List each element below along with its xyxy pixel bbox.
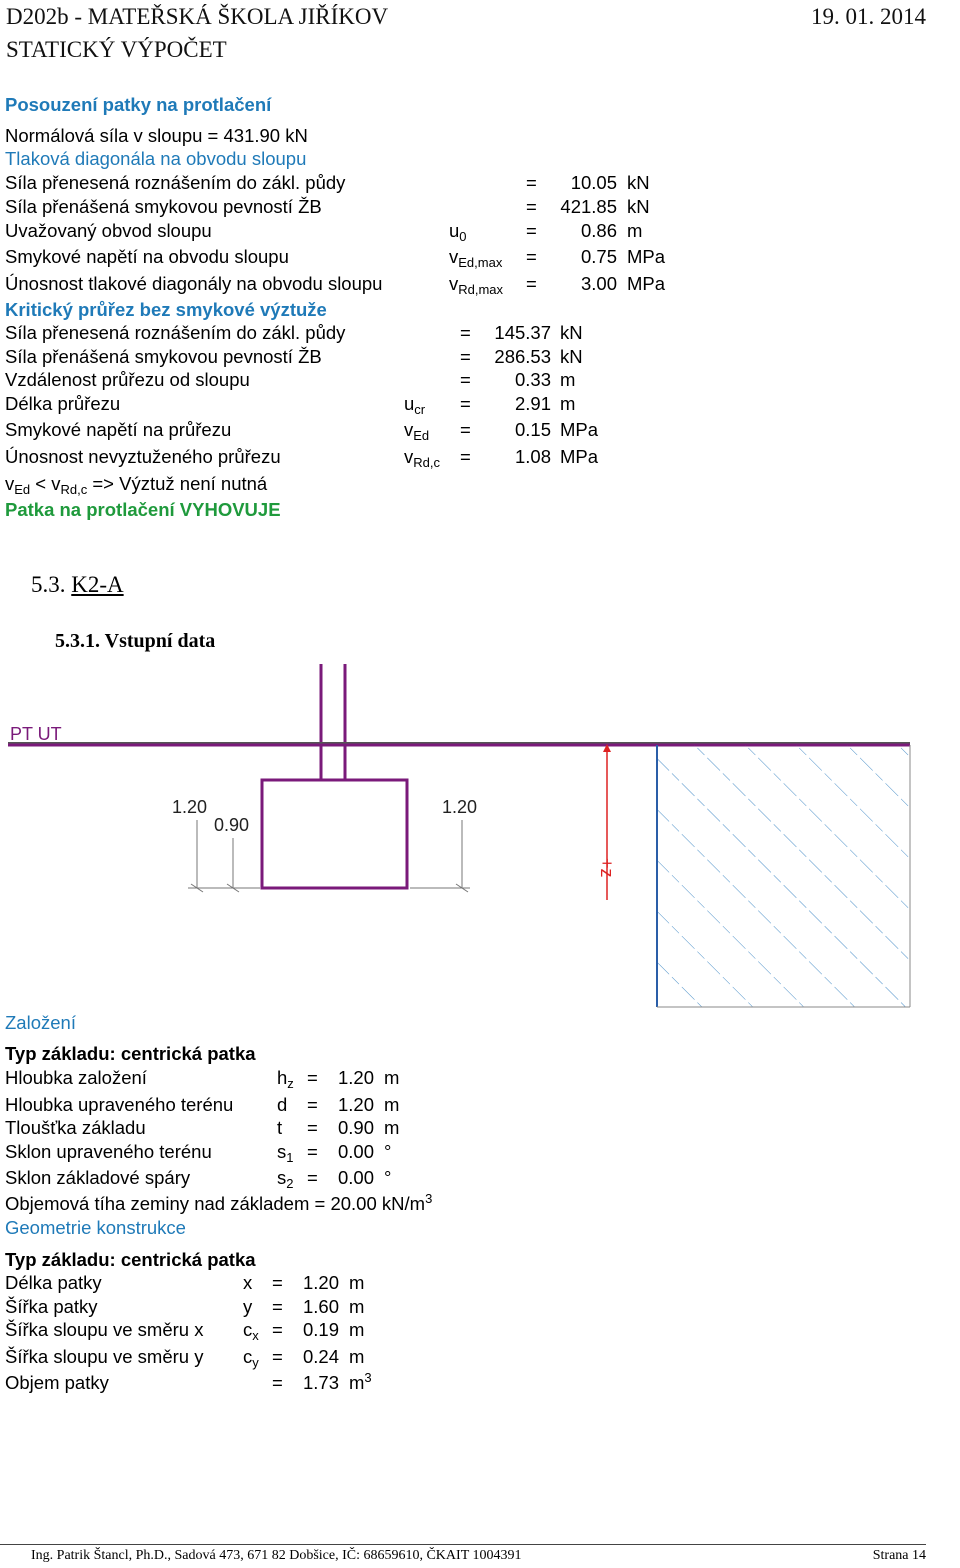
soil-hatch <box>657 745 910 1007</box>
row-symbol: $c_x$ <box>243 1319 259 1343</box>
normal-force-line: Normálová síla v sloupu = 431.90 kN <box>5 125 308 146</box>
row-equals: = <box>272 1272 283 1293</box>
row-equals: = <box>526 220 537 241</box>
row-label: Síla přenášená smykovou pevností ŽB <box>5 346 322 367</box>
row-unit: MPa <box>560 446 599 467</box>
row-unit: kN <box>560 346 583 367</box>
row-label: Hloubka upraveného terénu <box>5 1094 234 1115</box>
row-label: Síla přenesená roznášením do zákl. půdy <box>5 322 346 343</box>
row-equals: = <box>460 369 471 390</box>
row-unit: m <box>349 1296 365 1317</box>
row-unit: m <box>384 1067 400 1088</box>
document-subtitle: STATICKÝ VÝPOČET <box>6 37 227 62</box>
unit-weight-line: Objemová tíha zeminy nad základem = 20.00 $kN/m^3$ <box>5 1191 433 1214</box>
row-value: 0.00 <box>337 1167 374 1188</box>
row-equals: = <box>460 446 471 467</box>
row-unit: $m^3$ <box>349 1370 372 1393</box>
row-symbol: $s_2$ <box>277 1167 294 1191</box>
row-symbol: $u_0$ <box>449 220 467 244</box>
row-unit: ° <box>384 1167 392 1188</box>
terrain-label: PT UT <box>10 724 62 744</box>
row-label: Sklon upraveného terénu <box>5 1141 212 1162</box>
row-value: 0.75 <box>580 246 617 267</box>
row-value: 1.60 <box>302 1296 339 1317</box>
row-value: 2.91 <box>514 393 551 414</box>
row-equals: = <box>272 1319 283 1340</box>
row-equals: = <box>526 196 537 217</box>
row-symbol: y <box>243 1296 253 1317</box>
row-value: 1.73 <box>302 1372 339 1393</box>
row-label: Šířka patky <box>5 1296 98 1317</box>
footer-rule <box>0 1544 926 1545</box>
z-axis-label: +z <box>597 858 617 878</box>
row-equals: = <box>307 1094 318 1115</box>
row-value: 145.37 <box>494 322 551 343</box>
row-label: Tloušťka základu <box>5 1117 146 1138</box>
footing-outline <box>262 780 407 888</box>
dim-right: 1.20 <box>442 797 478 817</box>
row-label: Smykové napětí na průřezu <box>5 419 232 440</box>
row-label: Únosnost nevyztuženého průřezu <box>5 446 281 467</box>
row-symbol: $s_1$ <box>277 1141 294 1165</box>
row-unit: ° <box>384 1141 392 1162</box>
row-symbol: $v_{Ed}$ <box>404 419 430 443</box>
row-equals: = <box>307 1117 318 1138</box>
footer-author: Ing. Patrik Štancl, Ph.D., Sadová 473, 671 82 Dobšice, IČ: 68659610, ČKAIT 1004391 <box>31 1548 522 1563</box>
row-label: Sklon základové spáry <box>5 1167 191 1188</box>
row-value: 0.15 <box>514 419 551 440</box>
row-value: 0.90 <box>337 1117 374 1138</box>
row-value: 3.00 <box>580 273 617 294</box>
row-unit: m <box>384 1094 400 1115</box>
row-equals: = <box>460 346 471 367</box>
row-symbol: $u_{cr}$ <box>404 393 426 417</box>
row-unit: m <box>349 1346 365 1367</box>
dim-left-inner: 0.90 <box>214 815 250 835</box>
document-date: 19. 01. 2014 <box>811 4 926 29</box>
row-value: 1.08 <box>514 446 551 467</box>
row-value: 1.20 <box>302 1272 339 1293</box>
row-unit: m <box>560 369 576 390</box>
row-value: 1.20 <box>337 1067 374 1088</box>
project-title: D202b - MATEŘSKÁ ŠKOLA JIŘÍKOV <box>6 4 389 29</box>
row-label: Šířka sloupu ve směru y <box>5 1346 204 1367</box>
row-equals: = <box>272 1346 283 1367</box>
row-unit: m <box>384 1117 400 1138</box>
row-label: Síla přenášená smykovou pevností ŽB <box>5 196 322 217</box>
row-equals: = <box>460 419 471 440</box>
row-unit: m <box>560 393 576 414</box>
row-label: Délka průřezu <box>5 393 121 414</box>
row-unit: kN <box>627 172 650 193</box>
subheading-critical-section: Kritický průřez bez smykové výztuže <box>5 299 327 320</box>
subsection-heading: 5.3.1. Vstupní data <box>55 630 216 652</box>
section-title-geometrie: Geometrie konstrukce <box>5 1217 186 1238</box>
row-symbol: d <box>277 1094 288 1115</box>
condition-line: $v_{Ed} < v_{Rd,c}$ => Výztuž není nutná <box>5 473 268 497</box>
row-equals: = <box>526 246 537 267</box>
row-value: 421.85 <box>560 196 617 217</box>
row-label: Délka patky <box>5 1272 102 1293</box>
row-equals: = <box>307 1141 318 1162</box>
row-symbol: $h_z$ <box>277 1067 294 1091</box>
section-number: 5.3. <box>31 572 66 597</box>
row-unit: MPa <box>560 419 599 440</box>
row-symbol: $v_{Ed,max}$ <box>449 246 503 270</box>
section-name: K2-A <box>71 572 124 597</box>
row-value: 0.24 <box>302 1346 339 1367</box>
row-symbol: $v_{Rd,max}$ <box>449 273 504 297</box>
row-unit: MPa <box>627 273 666 294</box>
geometry-type: Typ základu: centrická patka <box>5 1249 256 1270</box>
row-equals: = <box>272 1296 283 1317</box>
row-value: 0.33 <box>514 369 551 390</box>
section-title-zalozeni: Založení <box>5 1012 76 1033</box>
row-unit: kN <box>627 196 650 217</box>
result-ok: Patka na protlačení VYHOVUJE <box>5 499 281 520</box>
subheading-diagonal: Tlaková diagonála na obvodu sloupu <box>5 148 307 169</box>
dim-left-outer: 1.20 <box>172 797 208 817</box>
row-value: 0.86 <box>580 220 617 241</box>
footer-page: Strana 14 <box>872 1548 926 1563</box>
foundation-type: Typ základu: centrická patka <box>5 1043 256 1064</box>
row-label: Síla přenesená roznášením do zákl. půdy <box>5 172 346 193</box>
row-equals: = <box>307 1167 318 1188</box>
row-label: Uvažovaný obvod sloupu <box>5 220 212 241</box>
row-equals: = <box>460 322 471 343</box>
row-label: Šířka sloupu ve směru x <box>5 1319 204 1340</box>
row-symbol: $c_y$ <box>243 1346 259 1370</box>
row-unit: m <box>349 1319 365 1340</box>
row-unit: kN <box>560 322 583 343</box>
row-equals: = <box>526 273 537 294</box>
row-value: 0.19 <box>302 1319 339 1340</box>
row-value: 10.05 <box>570 172 617 193</box>
section-title-protlaceni: Posouzení patky na protlačení <box>5 94 272 115</box>
row-unit: m <box>627 220 643 241</box>
row-label: Smykové napětí na obvodu sloupu <box>5 246 289 267</box>
row-value: 0.00 <box>337 1141 374 1162</box>
row-label: Vzdálenost průřezu od sloupu <box>5 369 250 390</box>
row-symbol: t <box>277 1117 283 1138</box>
row-value: 1.20 <box>337 1094 374 1115</box>
row-symbol: $v_{Rd,c}$ <box>404 446 440 470</box>
row-equals: = <box>526 172 537 193</box>
row-equals: = <box>460 393 471 414</box>
row-symbol: x <box>243 1272 253 1293</box>
row-equals: = <box>307 1067 318 1088</box>
row-unit: m <box>349 1272 365 1293</box>
row-equals: = <box>272 1372 283 1393</box>
row-value: 286.53 <box>494 346 551 367</box>
row-label: Objem patky <box>5 1372 109 1393</box>
row-unit: MPa <box>627 246 666 267</box>
row-label: Hloubka založení <box>5 1067 147 1088</box>
row-label: Únosnost tlakové diagonály na obvodu sloupu <box>5 273 383 294</box>
